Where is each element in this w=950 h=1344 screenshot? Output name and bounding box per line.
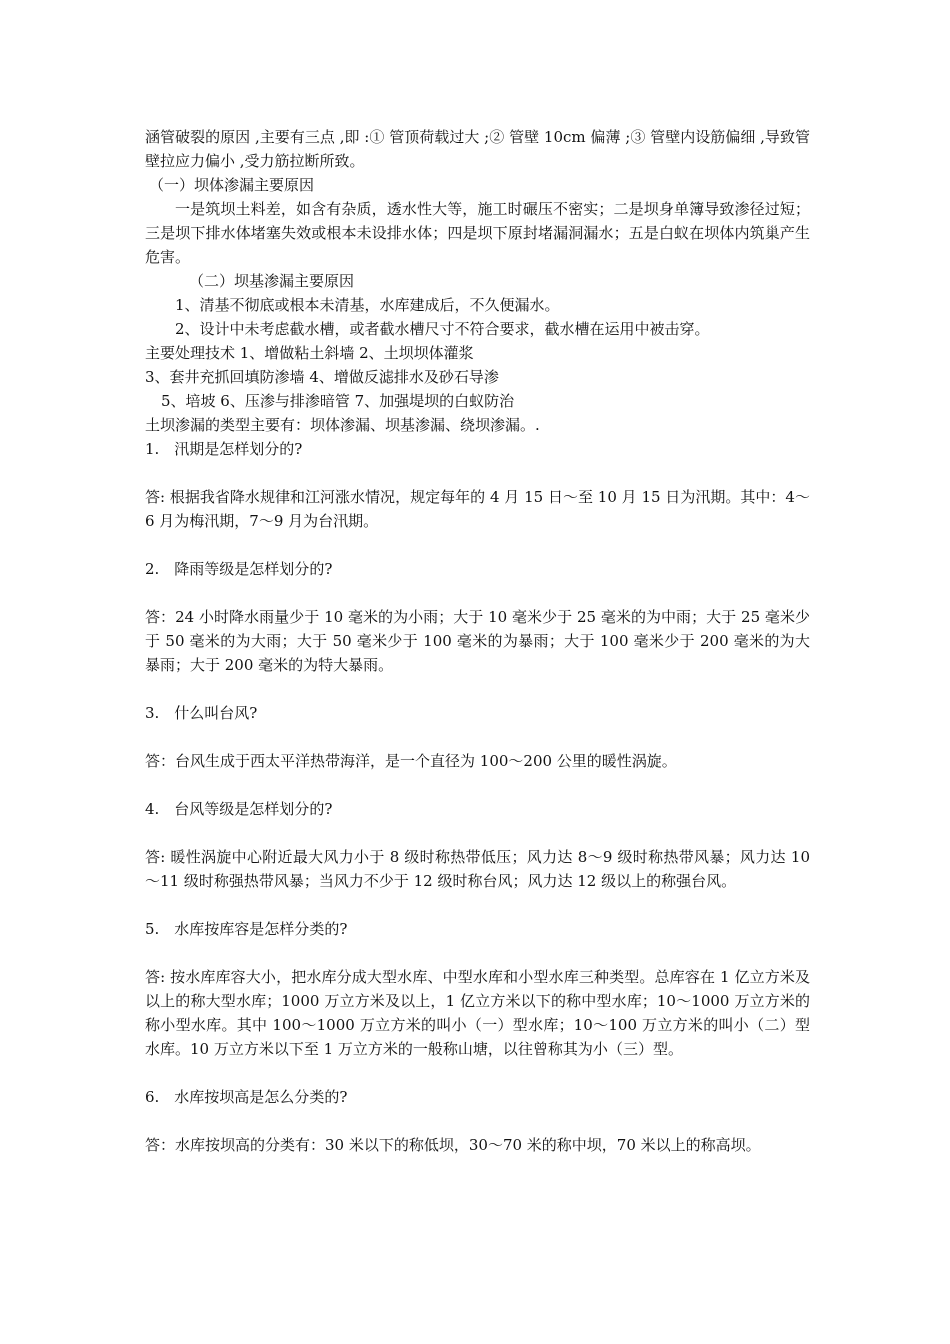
section-2-item-2: 2、设计中未考虑截水槽，或者截水槽尺寸不符合要求，截水槽在运用中被击穿。 [175, 320, 710, 338]
spacer [145, 1061, 810, 1085]
spacer [145, 677, 810, 701]
question-3: 3. 什么叫台风? [145, 704, 258, 722]
section-1-body: 一是筑坝土料差，如含有杂质，透水性大等，施工时碾压不密实；二是坝身单簿导致渗径过短；三是坝下排水体堵塞失效或根本未设排水体；四是坝下原封堵漏洞漏水；五是白蚁在坝体内筑巢产生危害。 [145, 200, 810, 266]
question-4: 4. 台风等级是怎样划分的? [145, 800, 333, 818]
spacer [145, 581, 810, 605]
spacer [145, 725, 810, 749]
spacer [145, 533, 810, 557]
section-1-title: （一）坝体渗漏主要原因 [149, 176, 315, 194]
answer-4: 答: 暖性涡旋中心附近最大风力小于 8 级时称热带低压；风力达 8～9 级时称热带风暴；风力达 10～11 级时称强热带风暴；当风力不少于 12 级时称台风；风力达 12 级以上的称强台风。 [145, 848, 810, 890]
spacer [145, 893, 810, 917]
spacer [145, 941, 810, 965]
question-2: 2. 降雨等级是怎样划分的? [145, 560, 333, 578]
answer-1: 答: 根据我省降水规律和江河涨水情况，规定每年的 4 月 15 日～至 10 月 15 日为汛期。其中：4～6 月为梅汛期，7～9 月为台汛期。 [145, 488, 810, 530]
leak-types-line: 土坝渗漏的类型主要有：坝体渗漏、坝基渗漏、绕坝渗漏。. [145, 416, 540, 434]
question-1: 1. 汛期是怎样划分的? [145, 440, 303, 458]
answer-5: 答: 按水库库容大小，把水库分成大型水库、中型水库和小型水库三种类型。总库容在 1 亿立方米及以上的称大型水库；1000 万立方米及以上，1 亿立方米以下的称中型水库；10～1000 万立方米的称小型水库。其中 100～1000 万立方米的叫小（一）型水库；10～100 万立方米的叫小（二）型水库。10 万立方米以下至 1 万立方米的一般称山塘，以往曾称其为小（三）型。 [145, 968, 810, 1058]
intro-paragraph: 涵管破裂的原因 ,主要有三点 ,即 :① 管顶荷载过大 ;② 管壁 10cm 偏薄 ;③ 管壁内设筋偏细 ,导致管壁拉应力偏小 ,受力筋拉断所致。 [145, 128, 810, 170]
treatment-line-1: 主要处理技术 1、增做粘土斜墙 2、土坝坝体灌浆 [145, 344, 474, 362]
section-2-item-1: 1、清基不彻底或根本未清基，水库建成后，不久便漏水。 [175, 296, 560, 314]
answer-6: 答：水库按坝高的分类有：30 米以下的称低坝，30～70 米的称中坝，70 米以上的称高坝。 [145, 1136, 761, 1154]
spacer [145, 461, 810, 485]
spacer [145, 821, 810, 845]
answer-3: 答：台风生成于西太平洋热带海洋，是一个直径为 100～200 公里的暖性涡旋。 [145, 752, 677, 770]
spacer [145, 773, 810, 797]
section-2-title: （二）坝基渗漏主要原因 [189, 272, 355, 290]
document-body [145, 125, 810, 1157]
question-6: 6. 水库按坝高是怎么分类的? [145, 1088, 348, 1106]
treatment-line-3: 5、培坡 6、压渗与排渗暗管 7、加强堤坝的白蚁防治 [161, 392, 515, 410]
treatment-line-2: 3、套井充抓回填防渗墙 4、增做反滤排水及砂石导渗 [145, 368, 499, 386]
answer-2: 答：24 小时降水雨量少于 10 毫米的为小雨；大于 10 毫米少于 25 毫米的为中雨；大于 25 毫米少于 50 毫米的为大雨；大于 50 毫米少于 100 毫米的为暴雨；大于 100 毫米少于 200 毫米的为大暴雨；大于 200 毫米的为特大暴雨。 [145, 608, 810, 674]
question-5: 5. 水库按库容是怎样分类的? [145, 920, 348, 938]
spacer [145, 1109, 810, 1133]
